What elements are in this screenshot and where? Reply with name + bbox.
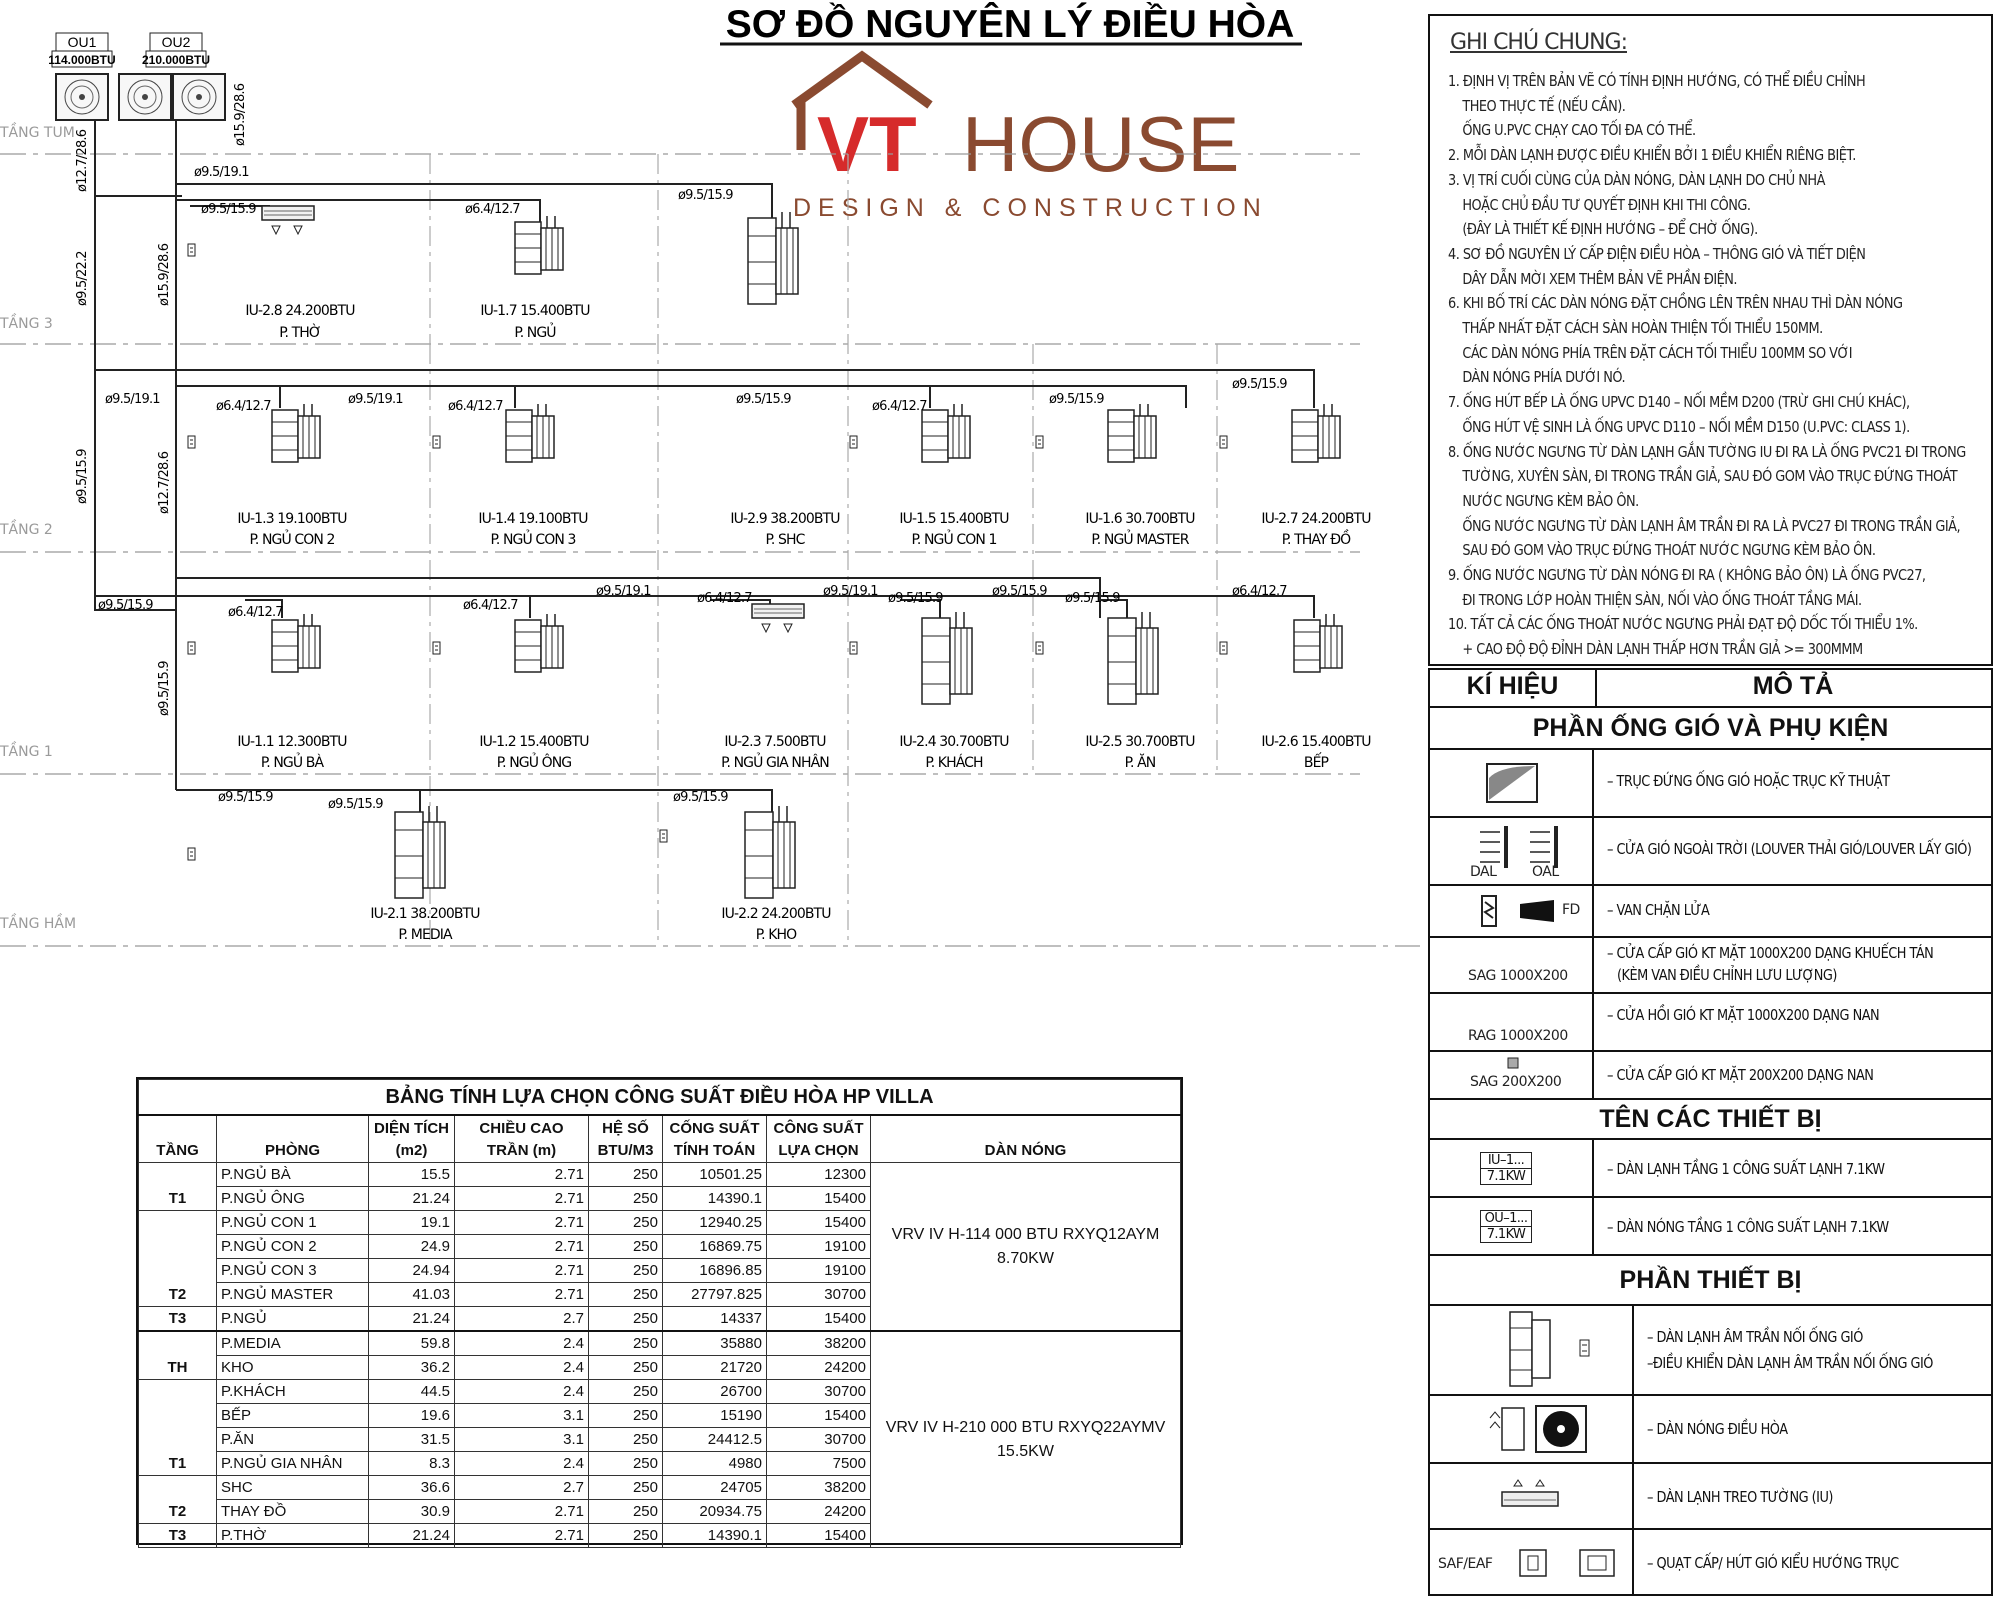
grille-icon xyxy=(1430,1052,1592,1072)
level-cell: T1 xyxy=(139,1380,217,1476)
note-line: ỐNG HÚT VỆ SINH LÀ ỐNG UPVC D110 – NỐI MỀM D150 (U.PVC: CLASS 1). xyxy=(1448,417,1910,436)
svg-text:P. NGỦ ÔNG: P. NGỦ ÔNG xyxy=(496,755,572,771)
svg-text:P. KHO: P. KHO xyxy=(755,927,797,943)
note-line: + CAO ĐỘ ĐỘ ĐỈNH DÀN LẠNH THẤP HƠN TRẦN GIẢ >= 300MMM xyxy=(1448,640,1863,659)
svg-text:ø9.5/15.9: ø9.5/15.9 xyxy=(1065,591,1120,606)
svg-text:IU-1.1 12.300BTU: IU-1.1 12.300BTU xyxy=(237,734,347,750)
svg-text:ø9.5/15.9: ø9.5/15.9 xyxy=(736,392,791,407)
table-header-cell: TẦNG xyxy=(139,1115,217,1163)
table-cell: 250 xyxy=(589,1356,663,1380)
table-cell: 26700 xyxy=(663,1380,767,1404)
table-cell: 24.94 xyxy=(369,1259,455,1283)
svg-text:ø9.5/19.1: ø9.5/19.1 xyxy=(823,584,878,599)
table-cell: 19100 xyxy=(767,1259,871,1283)
svg-text:BẾP: BẾP xyxy=(1303,755,1329,771)
svg-text:P. ĂN: P. ĂN xyxy=(1124,755,1156,771)
table-header-cell: DIỆN TÍCH (m2) xyxy=(369,1115,455,1163)
table-cell: P.NGỦ xyxy=(217,1307,369,1332)
iu-2-4-icon xyxy=(922,612,972,704)
svg-text:ø9.5/19.1: ø9.5/19.1 xyxy=(105,392,160,407)
table-cell: 24705 xyxy=(663,1476,767,1500)
legend-section-duct: PHẦN ỐNG GIÓ VÀ PHỤ KIỆN xyxy=(1430,706,1991,748)
note-line: ỐNG NƯỚC NGƯNG TỪ DÀN LẠNH ÂM TRẦN ĐI RA LÀ PVC27 ĐI TRONG TRẦN GIẢ, xyxy=(1448,516,1961,535)
table-header-cell: PHÒNG xyxy=(217,1115,369,1163)
table-cell: 20934.75 xyxy=(663,1500,767,1524)
svg-text:OU1: OU1 xyxy=(67,34,97,50)
table-cell: SHC xyxy=(217,1476,369,1500)
legend-col-desc: MÔ TẢ xyxy=(1752,672,1834,700)
table-cell: 2.4 xyxy=(455,1380,589,1404)
svg-text:IU-2.3 7.500BTU: IU-2.3 7.500BTU xyxy=(724,734,826,750)
outdoor-unit-icon xyxy=(1430,1396,1632,1462)
svg-text:IU-2.2 24.200BTU: IU-2.2 24.200BTU xyxy=(721,906,831,922)
table-cell: 38200 xyxy=(767,1331,871,1356)
legend-row-outdoor: – DÀN NÓNG ĐIỀU HÒA xyxy=(1430,1394,1991,1462)
level-cell: TH xyxy=(139,1331,217,1380)
table-cell: 19.6 xyxy=(369,1404,455,1428)
svg-text:IU-2.4 30.700BTU: IU-2.4 30.700BTU xyxy=(899,734,1009,750)
svg-text:P. KHÁCH: P. KHÁCH xyxy=(925,755,983,771)
table-cell: 21.24 xyxy=(369,1524,455,1548)
table-header-cell: CỐNG SUẤT TÍNH TOÁN xyxy=(663,1115,767,1163)
floor-label: TẦNG HẦM xyxy=(0,916,77,932)
table-row xyxy=(139,1163,1181,1187)
table-cell: 21720 xyxy=(663,1356,767,1380)
iu-1-3-icon xyxy=(272,404,320,462)
table-cell: 36.2 xyxy=(369,1356,455,1380)
svg-text:P. NGỦ MASTER: P. NGỦ MASTER xyxy=(1091,532,1189,548)
table-cell: 2.7 xyxy=(455,1307,589,1332)
table-header-cell: CÔNG SUẤT LỰA CHỌN xyxy=(767,1115,871,1163)
iu-2-7-icon xyxy=(1292,404,1340,462)
svg-text:ø6.4/12.7: ø6.4/12.7 xyxy=(448,399,503,414)
svg-text:ø6.4/12.7: ø6.4/12.7 xyxy=(697,591,752,606)
capacity-calc-table xyxy=(136,1077,1183,1545)
table-cell: 250 xyxy=(589,1259,663,1283)
svg-text:ø9.5/15.9: ø9.5/15.9 xyxy=(678,188,733,203)
level-cell: T2 xyxy=(139,1211,217,1307)
legend-row-ducted-iu: – DÀN LẠNH ÂM TRẦN NỐI ỐNG GIÓ –ĐIỀU KHIỂN DÀN LẠNH ÂM TRẦN NỐI ỐNG GIÓ xyxy=(1430,1304,1991,1394)
table-cell: 2.4 xyxy=(455,1452,589,1476)
vt-house-logo xyxy=(793,56,1268,222)
legend-section-names: TÊN CÁC THIẾT BỊ xyxy=(1430,1098,1991,1138)
table-cell: 24200 xyxy=(767,1500,871,1524)
legend-row-wall-iu: – DÀN LẠNH TREO TƯỜNG (IU) xyxy=(1430,1462,1991,1528)
svg-text:ø9.5/15.9: ø9.5/15.9 xyxy=(1232,377,1287,392)
note-line: 3. VỊ TRÍ CUỐI CÙNG CỦA DÀN NÓNG, DÀN LẠNH DO CHỦ NHÀ xyxy=(1448,170,1825,189)
table-cell: 12940.25 xyxy=(663,1211,767,1235)
svg-text:ø9.5/19.1: ø9.5/19.1 xyxy=(348,392,403,407)
table-cell: 2.71 xyxy=(455,1283,589,1307)
level-cell: T2 xyxy=(139,1476,217,1524)
legend-row-louver: DAL OAL – CỬA GIÓ NGOÀI TRỜI (LOUVER THẢI GIÓ/LOUVER LẤY GIÓ) xyxy=(1430,816,1991,884)
table-cell: 59.8 xyxy=(369,1331,455,1356)
svg-text:P. THỜ: P. THỜ xyxy=(279,325,321,341)
table-cell: 250 xyxy=(589,1500,663,1524)
table-cell: 250 xyxy=(589,1404,663,1428)
louver-icon xyxy=(1430,818,1592,882)
table-cell: P.NGỦ BÀ xyxy=(217,1163,369,1187)
svg-text:ø15.9/28.6: ø15.9/28.6 xyxy=(157,243,172,306)
table-cell: P.KHÁCH xyxy=(217,1380,369,1404)
table-cell: 2.71 xyxy=(455,1211,589,1235)
table-cell: 35880 xyxy=(663,1331,767,1356)
svg-text:IU-1.7 15.400BTU: IU-1.7 15.400BTU xyxy=(480,303,590,319)
note-line: ỐNG U.PVC CHẠY CAO TỐI ĐA CÓ THỂ. xyxy=(1448,121,1696,140)
wall-iu-icon xyxy=(1430,1464,1632,1528)
table-cell: 15400 xyxy=(767,1211,871,1235)
table-cell: 31.5 xyxy=(369,1428,455,1452)
table-cell: 30.9 xyxy=(369,1500,455,1524)
svg-text:ø12.7/28.6: ø12.7/28.6 xyxy=(75,129,90,192)
svg-text:ø9.5/15.9: ø9.5/15.9 xyxy=(673,790,728,805)
table-cell: P.NGỦ CON 1 xyxy=(217,1211,369,1235)
legend-header xyxy=(1430,668,1991,706)
table-cell: 36.6 xyxy=(369,1476,455,1500)
svg-text:ø9.5/15.9: ø9.5/15.9 xyxy=(888,591,943,606)
table-cell: 30700 xyxy=(767,1380,871,1404)
table-cell: 2.71 xyxy=(455,1163,589,1187)
svg-text:210.000BTU: 210.000BTU xyxy=(141,53,211,67)
note-line: TƯỜNG, XUYÊN SÀN, ĐI TRONG TRẦN GIẢ, SAU ĐÓ GOM VÀO TRỤC ĐỨNG THOÁT xyxy=(1448,467,1958,486)
iu-tag-icon: IU–1... 7.1KW xyxy=(1480,1152,1532,1185)
outdoor-unit-cell: VRV IV H-114 000 BTU RXYQ12AYM 8.70KW xyxy=(871,1163,1181,1332)
note-line: CÁC DÀN NÓNG PHÍA TRÊN ĐẶT CÁCH TỐI THIỂU 100MM SO VỚI xyxy=(1448,343,1853,362)
note-line: 1. ĐỊNH VỊ TRÊN BẢN VẼ CÓ TÍNH ĐỊNH HƯỚNG, CÓ THỂ ĐIỀU CHỈNH xyxy=(1448,72,1866,90)
svg-text:P. MEDIA: P. MEDIA xyxy=(398,927,452,943)
table-cell: 3.1 xyxy=(455,1404,589,1428)
iu-2-6-icon xyxy=(1294,614,1342,672)
svg-text:ø9.5/19.1: ø9.5/19.1 xyxy=(194,165,249,180)
table-cell: 14390.1 xyxy=(663,1524,767,1548)
table-cell: 250 xyxy=(589,1331,663,1356)
table-cell: 250 xyxy=(589,1452,663,1476)
table-cell: 7500 xyxy=(767,1452,871,1476)
table-cell: 15190 xyxy=(663,1404,767,1428)
table-cell: 2.71 xyxy=(455,1235,589,1259)
svg-text:IU-2.8 24.200BTU: IU-2.8 24.200BTU xyxy=(245,303,355,319)
table-header-row xyxy=(139,1115,1181,1163)
table-cell: 44.5 xyxy=(369,1380,455,1404)
table-cell: 21.24 xyxy=(369,1307,455,1332)
table-header-cell: CHIỀU CAO TRẦN (m) xyxy=(455,1115,589,1163)
table-cell: 2.7 xyxy=(455,1476,589,1500)
table-cell: BẾP xyxy=(217,1404,369,1428)
table-row xyxy=(139,1331,1181,1356)
general-notes-panel xyxy=(1428,14,1993,666)
iu-2-2-icon xyxy=(745,806,795,898)
outdoor-unit-cell: VRV IV H-210 000 BTU RXYQ22AYMV 15.5KW xyxy=(871,1331,1181,1548)
iu-1-9-icon xyxy=(748,212,798,304)
table-cell: THAY ĐỒ xyxy=(217,1500,369,1524)
svg-text:IU-2.9 38.200BTU: IU-2.9 38.200BTU xyxy=(730,511,840,527)
table-cell: 250 xyxy=(589,1235,663,1259)
svg-text:P. NGỦ CON 1: P. NGỦ CON 1 xyxy=(911,532,997,548)
iu-1-6-icon xyxy=(1108,404,1156,462)
table-cell: 30700 xyxy=(767,1428,871,1452)
note-line: 2. MỖI DÀN LẠNH ĐƯỢC ĐIỀU KHIỂN BỞI 1 ĐIỀU KHIỂN RIÊNG BIỆT. xyxy=(1448,146,1856,165)
svg-text:P. NGỦ CON 3: P. NGỦ CON 3 xyxy=(490,532,576,548)
note-line: 7. ỐNG HÚT BẾP LÀ ỐNG UPVC D140 – NỐI MỀM D200 (TRỪ GHI CHÚ KHÁC), xyxy=(1448,393,1910,412)
table-cell: 15.5 xyxy=(369,1163,455,1187)
table-cell: 250 xyxy=(589,1380,663,1404)
level-cell: T3 xyxy=(139,1524,217,1548)
svg-text:IU-2.5 30.700BTU: IU-2.5 30.700BTU xyxy=(1085,734,1195,750)
table-cell: 24200 xyxy=(767,1356,871,1380)
svg-text:ø6.4/12.7: ø6.4/12.7 xyxy=(463,598,518,613)
diagram-title: SƠ ĐỒ NGUYÊN LÝ ĐIỀU HÒA xyxy=(725,3,1295,46)
table-caption: BẢNG TÍNH LỰA CHỌN CÔNG SUẤT ĐIỀU HÒA HP VILLA xyxy=(139,1080,1181,1116)
svg-text:ø15.9/28.6: ø15.9/28.6 xyxy=(233,83,248,146)
svg-text:IU-1.2 15.400BTU: IU-1.2 15.400BTU xyxy=(479,734,589,750)
table-cell: 4980 xyxy=(663,1452,767,1476)
table-cell: 2.71 xyxy=(455,1259,589,1283)
svg-text:ø9.5/15.9: ø9.5/15.9 xyxy=(992,584,1047,599)
level-cell: T3 xyxy=(139,1307,217,1332)
iu-1-2-icon xyxy=(515,614,563,672)
note-line: THEO THỰC TẾ (NẾU CẦN). xyxy=(1448,96,1626,115)
svg-text:ø9.5/15.9: ø9.5/15.9 xyxy=(75,449,90,504)
svg-text:ø9.5/15.9: ø9.5/15.9 xyxy=(157,661,172,716)
note-line: NƯỚC NGƯNG KÈM BẢO ÔN. xyxy=(1448,491,1639,510)
table-header-cell: DÀN NÓNG xyxy=(871,1115,1181,1163)
svg-text:ø9.5/15.9: ø9.5/15.9 xyxy=(328,797,383,812)
note-line: ĐI TRONG LỚP HOÀN THIỆN SÀN, NỐI VÀO ỐNG THOÁT TẦNG MÁI. xyxy=(1448,590,1862,609)
table-cell: P.THỜ xyxy=(217,1524,369,1548)
legend-col-symbol: KÍ HIỆU xyxy=(1466,672,1559,700)
svg-text:IU-2.7 24.200BTU: IU-2.7 24.200BTU xyxy=(1261,511,1371,527)
note-line: SAU ĐÓ GOM VÀO TRỤC ĐỨNG THOÁT NƯỚC NGƯNG KÈM BẢO ÔN. xyxy=(1448,541,1876,560)
note-line: HOẶC CHỦ ĐẦU TƯ QUYẾT ĐỊNH KHI THI CÔNG. xyxy=(1448,195,1751,214)
table-cell: 8.3 xyxy=(369,1452,455,1476)
svg-text:ø6.4/12.7: ø6.4/12.7 xyxy=(872,399,927,414)
table-cell: 15400 xyxy=(767,1307,871,1332)
svg-text:IU-1.4 19.100BTU: IU-1.4 19.100BTU xyxy=(478,511,588,527)
table-cell: P.MEDIA xyxy=(217,1331,369,1356)
table-cell: 24.9 xyxy=(369,1235,455,1259)
floor-label: TẦNG 2 xyxy=(0,522,53,538)
svg-text:ø6.4/12.7: ø6.4/12.7 xyxy=(1232,584,1287,599)
svg-text:P. NGỦ: P. NGỦ xyxy=(514,325,556,341)
table-cell: 250 xyxy=(589,1428,663,1452)
iu-1-7-icon xyxy=(515,216,563,274)
table-cell: 14390.1 xyxy=(663,1187,767,1211)
svg-text:ø9.5/19.1: ø9.5/19.1 xyxy=(596,584,651,599)
iu-1-1-icon xyxy=(272,614,320,672)
table-cell: 250 xyxy=(589,1283,663,1307)
legend-row-fire-damper: FD – VAN CHẶN LỬA xyxy=(1430,884,1991,936)
table-cell: 19.1 xyxy=(369,1211,455,1235)
note-line: (ĐÂY LÀ THIẾT KẾ ĐỊNH HƯỚNG – ĐỂ CHỜ ỐNG). xyxy=(1448,220,1758,239)
table-cell: 2.71 xyxy=(455,1500,589,1524)
svg-text:ø9.5/22.2: ø9.5/22.2 xyxy=(75,251,90,306)
table-cell: 250 xyxy=(589,1187,663,1211)
outdoor-unit-ou2 xyxy=(119,33,225,120)
ducted-iu-icon xyxy=(1430,1306,1632,1394)
table-cell: 250 xyxy=(589,1307,663,1332)
note-line: 4. SƠ ĐỒ NGUYÊN LÝ CẤP ĐIỆN ĐIỀU HÒA – THÔNG GIÓ VÀ TIẾT DIỆN xyxy=(1448,244,1866,263)
shaft-icon xyxy=(1430,750,1592,814)
table-cell: 15400 xyxy=(767,1404,871,1428)
ac-schematic xyxy=(0,0,1420,960)
table-cell: 27797.825 xyxy=(663,1283,767,1307)
note-line: 8. ỐNG NƯỚC NGƯNG TỪ DÀN LẠNH GẮN TƯỜNG IU ĐI RA LÀ ỐNG PVC21 ĐI TRONG xyxy=(1448,442,1966,461)
legend-panel xyxy=(1428,668,1993,1596)
iu-2-5-icon xyxy=(1108,612,1158,704)
table-cell: P.NGỦ MASTER xyxy=(217,1283,369,1307)
svg-text:P. SHC: P. SHC xyxy=(765,532,805,548)
svg-text:ø6.4/12.7: ø6.4/12.7 xyxy=(465,202,520,217)
table-cell: P.NGỦ CON 3 xyxy=(217,1259,369,1283)
table-cell: 19100 xyxy=(767,1235,871,1259)
table-cell: P.NGỦ GIA NHÂN xyxy=(217,1452,369,1476)
svg-text:IU-2.6 15.400BTU: IU-2.6 15.400BTU xyxy=(1261,734,1371,750)
logo-letters: VT xyxy=(817,100,917,188)
legend-section-equipment: PHẦN THIẾT BỊ xyxy=(1430,1254,1991,1304)
svg-text:ø9.5/15.9: ø9.5/15.9 xyxy=(201,202,256,217)
svg-text:ø6.4/12.7: ø6.4/12.7 xyxy=(228,605,283,620)
legend-row-ou-tag: OU–1... 7.1KW – DÀN NÓNG TẦNG 1 CÔNG SUẤT LẠNH 7.1KW xyxy=(1430,1196,1991,1254)
iu-2-8-icon xyxy=(262,206,314,234)
svg-text:ø9.5/15.9: ø9.5/15.9 xyxy=(1049,392,1104,407)
table-cell: 2.4 xyxy=(455,1331,589,1356)
svg-text:IU-1.6 30.700BTU: IU-1.6 30.700BTU xyxy=(1085,511,1195,527)
table-cell: P.NGỦ ÔNG xyxy=(217,1187,369,1211)
logo-tagline: DESIGN & CONSTRUCTION xyxy=(793,194,1268,222)
svg-text:114.000BTU: 114.000BTU xyxy=(48,53,116,67)
notes-heading: GHI CHÚ CHUNG: xyxy=(1450,30,1627,55)
floor-label: TẦNG 3 xyxy=(0,316,53,332)
legend-row-rag-1000: RAG 1000X200 – CỬA HỒI GIÓ KT MẶT 1000X200 DẠNG NAN xyxy=(1430,992,1991,1050)
iu-1-5-icon xyxy=(922,404,970,462)
iu-2-3-icon xyxy=(752,604,804,632)
table-cell: 10501.25 xyxy=(663,1163,767,1187)
legend-row-sag-200: SAG 200X200 – CỬA CẤP GIÓ KT MẶT 200X200 DẠNG NAN xyxy=(1430,1050,1991,1098)
ou-tag-icon: OU–1... 7.1KW xyxy=(1480,1210,1532,1243)
iu-2-1-icon xyxy=(395,806,445,898)
table-cell: 2.71 xyxy=(455,1524,589,1548)
table-cell: 2.4 xyxy=(455,1356,589,1380)
svg-text:ø12.7/28.6: ø12.7/28.6 xyxy=(157,451,172,514)
table-cell: KHO xyxy=(217,1356,369,1380)
svg-text:ø9.5/15.9: ø9.5/15.9 xyxy=(98,598,153,613)
iu-1-4-icon xyxy=(506,404,554,462)
logo-word: HOUSE xyxy=(962,100,1240,188)
table-cell: 16869.75 xyxy=(663,1235,767,1259)
table-cell: 16896.85 xyxy=(663,1259,767,1283)
table-cell: 2.71 xyxy=(455,1187,589,1211)
table-cell: 250 xyxy=(589,1211,663,1235)
svg-text:IU-2.1 38.200BTU: IU-2.1 38.200BTU xyxy=(370,906,480,922)
outdoor-unit-ou1 xyxy=(48,33,115,120)
svg-text:P. NGỦ CON 2: P. NGỦ CON 2 xyxy=(249,532,335,548)
table-cell: 250 xyxy=(589,1163,663,1187)
note-line: 9. ỐNG NƯỚC NGƯNG TỪ DÀN NÓNG ĐI RA ( KHÔNG BẢO ÔN) LÀ ỐNG PVC27, xyxy=(1448,566,1926,584)
legend-row-shaft: – TRỤC ĐỨNG ỐNG GIÓ HOẶC TRỤC KỸ THUẬT xyxy=(1430,748,1991,816)
table-cell: 41.03 xyxy=(369,1283,455,1307)
table-cell: 30700 xyxy=(767,1283,871,1307)
table-header-cell: HỆ SỐ BTU/M3 xyxy=(589,1115,663,1163)
svg-text:ø6.4/12.7: ø6.4/12.7 xyxy=(216,399,271,414)
svg-text:OU2: OU2 xyxy=(161,34,191,50)
table-cell: 15400 xyxy=(767,1187,871,1211)
legend-row-fan: SAF/EAF – QUẠT CẤP/ HÚT GIÓ KIỂU HƯỚNG TRỤC xyxy=(1430,1528,1991,1596)
svg-text:ø9.5/15.9: ø9.5/15.9 xyxy=(218,790,273,805)
note-line: THẤP NHẤT ĐẶT CÁCH SÀN HOÀN THIỆN TỐI THIỂU 150MM. xyxy=(1448,319,1823,337)
table-cell: P.NGỦ CON 2 xyxy=(217,1235,369,1259)
svg-text:IU-1.3 19.100BTU: IU-1.3 19.100BTU xyxy=(237,511,347,527)
table-cell: P.ĂN xyxy=(217,1428,369,1452)
floor-label: TẦNG 1 xyxy=(0,744,53,760)
floor-label: TẦNG TUM xyxy=(0,125,75,141)
note-line: 10. TẤT CẢ CÁC ỐNG THOÁT NƯỚC NGƯNG PHẢI ĐẠT ĐỘ DỐC TỐI THIỂU 1%. xyxy=(1448,615,1918,634)
svg-text:P. NGỦ GIA NHÂN: P. NGỦ GIA NHÂN xyxy=(721,755,829,771)
table-cell: 14337 xyxy=(663,1307,767,1332)
note-line: DÀN NÓNG PHÍA DƯỚI NÓ. xyxy=(1448,368,1626,387)
table-cell: 15400 xyxy=(767,1524,871,1548)
table-cell: 21.24 xyxy=(369,1187,455,1211)
legend-row-iu-tag: IU–1... 7.1KW – DÀN LẠNH TẦNG 1 CÔNG SUẤT LẠNH 7.1KW xyxy=(1430,1138,1991,1196)
table-cell: 3.1 xyxy=(455,1428,589,1452)
note-line: DÂY DẪN MỜI XEM THÊM BẢN VẼ PHẦN ĐIỆN. xyxy=(1448,269,1738,288)
note-line: 6. KHI BỐ TRÍ CÁC DÀN NÓNG ĐẶT CHỒNG LÊN TRÊN NHAU THÌ DÀN NÓNG xyxy=(1448,294,1903,313)
table-cell: 12300 xyxy=(767,1163,871,1187)
table-cell: 24412.5 xyxy=(663,1428,767,1452)
legend-row-sag-1000: SAG 1000X200 – CỬA CẤP GIÓ KT MẶT 1000X200 DẠNG KHUẾCH TÁN (KÈM VAN ĐIỀU CHỈNH LƯU LƯỢNG) xyxy=(1430,936,1991,992)
table-cell: 250 xyxy=(589,1524,663,1548)
level-cell: T1 xyxy=(139,1163,217,1211)
table-cell: 250 xyxy=(589,1476,663,1500)
svg-text:P. NGỦ BÀ: P. NGỦ BÀ xyxy=(260,755,324,771)
svg-text:IU-1.5 15.400BTU: IU-1.5 15.400BTU xyxy=(899,511,1009,527)
table-cell: 38200 xyxy=(767,1476,871,1500)
svg-text:P. THAY ĐỒ: P. THAY ĐỒ xyxy=(1281,532,1351,548)
